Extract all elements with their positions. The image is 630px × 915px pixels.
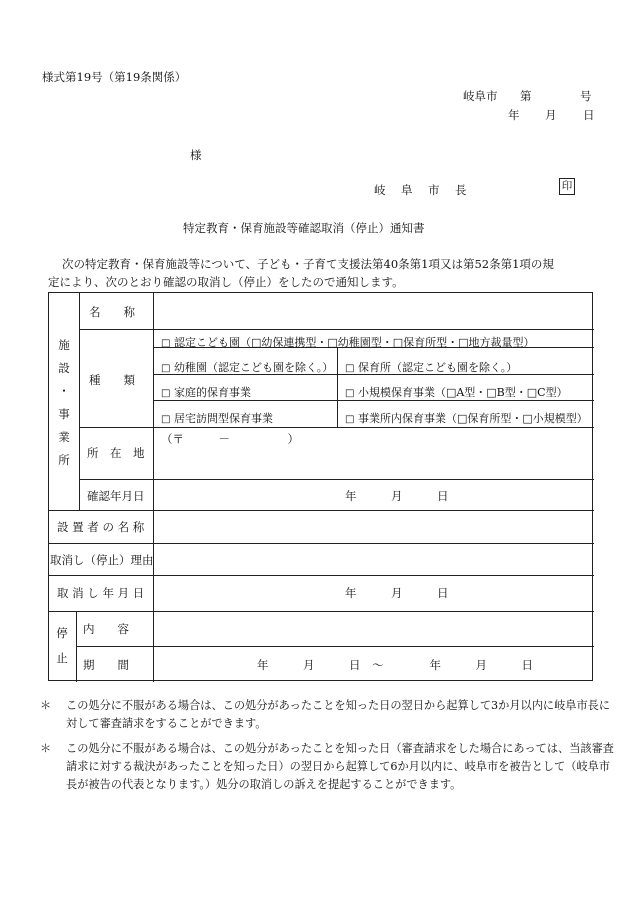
intro-line-2: 定により、次のとおり確認の取消し（停止）をしたので通知します。: [48, 275, 404, 289]
checkbox-icon: □: [161, 338, 171, 349]
period-field[interactable]: 年 月 日 ～ 年 月 日: [257, 658, 533, 672]
suspension-label-1: 停: [56, 626, 68, 640]
issue-day: 日: [583, 108, 595, 122]
note-1: [40, 697, 611, 737]
type-option-youchien[interactable]: [161, 359, 333, 375]
period-label: 期 間: [83, 658, 129, 672]
name-label: 名 称: [89, 305, 135, 319]
facility-label-6: 所: [58, 453, 70, 467]
facility-label-1: 施: [58, 338, 70, 352]
confirm-date-field[interactable]: 年 月 日: [345, 489, 449, 503]
issue-month: 月: [545, 108, 557, 122]
reason-label: 取消し（停止）理由: [50, 553, 154, 567]
note-2-text: この処分に不服がある場合は、この処分があったことを知った日（審査請求をした場合にあっては、当該審査請求に対する裁決があったことを知った日）の翌日から起算して6か月以内に、岐阜市を被告として（岐阜市長が被告の代表となります。）処分の取消しの訴えを提起することができます。: [66, 742, 614, 791]
location-field[interactable]: （〒 － ）: [161, 432, 299, 446]
facility-label-3: ・: [58, 384, 70, 398]
recipient-suffix: 様: [190, 148, 202, 162]
type-option-hoikusho[interactable]: [345, 359, 517, 375]
content-label: 内 容: [83, 622, 129, 636]
checkbox-icon: □: [345, 363, 355, 374]
founder-label: 設 置 者 の 名 称: [57, 520, 145, 534]
type-option-kyotaku-label: 居宅訪問型保育事業: [173, 412, 273, 425]
issue-year: 年: [508, 108, 520, 122]
content-field[interactable]: [155, 614, 591, 644]
type-label: 種 類: [89, 373, 135, 387]
note-2-mark: ＊: [40, 742, 52, 755]
type-option-katei[interactable]: [161, 384, 251, 400]
checkbox-icon: □: [161, 388, 171, 399]
facility-label-4: 事: [58, 407, 70, 421]
name-field[interactable]: [155, 295, 591, 327]
founder-field[interactable]: [155, 513, 591, 541]
location-label: 所 在 地: [87, 446, 145, 460]
suspension-label-2: 止: [56, 651, 68, 665]
type-option-katei-label: 家庭的保育事業: [173, 386, 251, 399]
facility-form-table: [48, 292, 593, 681]
note-1-mark: ＊: [40, 699, 52, 712]
note-2: [40, 740, 614, 820]
issuer-go: 号: [580, 89, 592, 103]
issuer-dai: 第: [520, 89, 532, 103]
cancel-date-field[interactable]: 年 月 日: [345, 586, 449, 600]
document-title: 特定教育・保育施設等確認取消（停止）通知書: [183, 221, 425, 235]
cancel-date-label: 取 消 し 年 月 日: [57, 586, 145, 600]
type-option-shokibo-label: 小規模保育事業（□A型・□B型・□C型）: [357, 386, 568, 399]
facility-label-5: 業: [58, 430, 70, 444]
type-option-nintei-label: 認定こども園（□幼保連携型・□幼稚園型・□保育所型・□地方裁量型）: [173, 336, 535, 349]
type-option-youchien-label: 幼稚園（認定こども園を除く。）: [173, 361, 334, 374]
note-1-text: この処分に不服がある場合は、この処分があったことを知った日の翌日から起算して3か月以内に岐阜市長に対して審査請求をすることができます。: [66, 699, 611, 730]
signer-title: 岐 阜 市 長: [374, 183, 469, 197]
type-option-kyotaku[interactable]: [161, 410, 273, 426]
type-option-nintei[interactable]: [161, 334, 535, 350]
facility-label-2: 設: [58, 361, 70, 375]
issuer-city: 岐阜市: [463, 89, 498, 103]
type-option-jigyosho[interactable]: [345, 410, 588, 426]
form-number: 様式第19号（第19条関係）: [42, 70, 187, 84]
checkbox-icon: □: [345, 414, 355, 425]
checkbox-icon: □: [345, 388, 355, 399]
type-option-hoikusho-label: 保育所（認定こども園を除く。）: [357, 361, 518, 374]
confirm-date-label: 確認年月日: [87, 489, 145, 503]
type-option-shokibo[interactable]: [345, 384, 568, 400]
checkbox-icon: □: [161, 414, 171, 425]
intro-line-1: 次の特定教育・保育施設等について、子ども・子育て支援法第40条第1項又は第52条第1項の規: [62, 257, 554, 271]
seal-mark: 印: [559, 178, 575, 195]
reason-field[interactable]: [155, 546, 591, 573]
type-option-jigyosho-label: 事業所内保育事業（□保育所型・□小規模型）: [357, 412, 588, 425]
checkbox-icon: □: [161, 363, 171, 374]
